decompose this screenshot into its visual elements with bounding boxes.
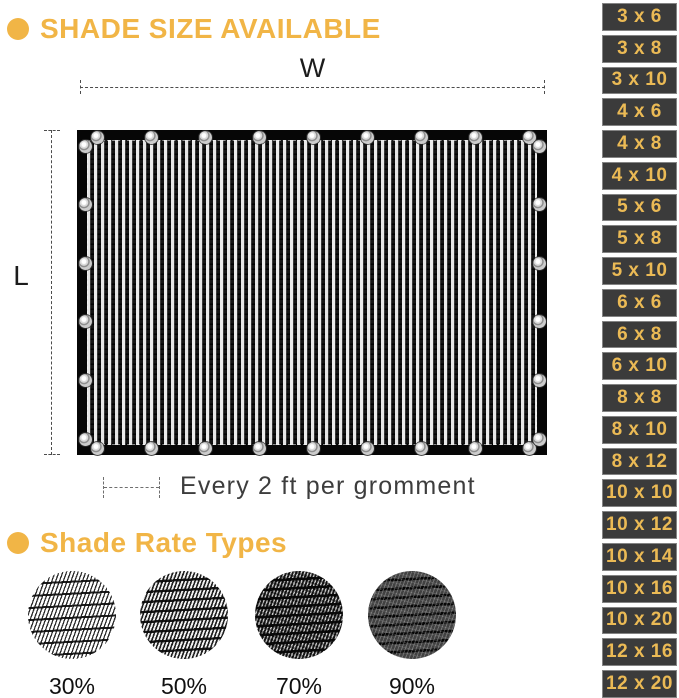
size-option: 8 x 12 xyxy=(602,448,677,476)
mesh-sample-icon xyxy=(28,571,116,659)
grommet-icon xyxy=(533,374,546,387)
grommet-icon xyxy=(91,442,104,455)
shade-rate-item xyxy=(140,571,228,698)
grommet-icon xyxy=(79,315,92,328)
size-option: 4 x 6 xyxy=(602,98,677,126)
shade-size-heading xyxy=(7,13,381,45)
width-dimension-line xyxy=(80,80,545,94)
grommet-icon xyxy=(533,198,546,211)
shade-rate-heading xyxy=(7,527,287,559)
grommet-icon xyxy=(145,131,158,144)
dashed-line xyxy=(104,487,159,488)
grommet-icon xyxy=(79,433,92,446)
length-dimension-label: L xyxy=(13,260,29,291)
shade-rate-percent: 50% xyxy=(160,673,208,698)
dashed-line xyxy=(80,87,545,88)
size-option: 10 x 14 xyxy=(602,543,677,571)
grommet-icon xyxy=(533,140,546,153)
shade-rate-title: Shade Rate Types xyxy=(40,527,288,558)
grommet-icon xyxy=(91,131,104,144)
size-option: 6 x 6 xyxy=(602,289,677,317)
length-dimension-line xyxy=(44,130,60,455)
shade-rate-percent: 30% xyxy=(48,673,96,698)
grommet-icon xyxy=(469,131,482,144)
bullet-icon xyxy=(7,18,29,40)
grommet-icon xyxy=(533,257,546,270)
size-option: 3 x 6 xyxy=(602,3,677,31)
grommet-icon xyxy=(533,433,546,446)
size-option: 12 x 20 xyxy=(602,670,677,698)
shade-rate-percent: 70% xyxy=(275,673,323,698)
size-option: 10 x 12 xyxy=(602,511,677,539)
mesh-fabric-texture xyxy=(87,140,537,445)
grommet-icon xyxy=(307,131,320,144)
grommet-icon xyxy=(79,140,92,153)
grommet-icon xyxy=(469,442,482,455)
size-option: 10 x 10 xyxy=(602,479,677,507)
grommet-icon xyxy=(415,131,428,144)
size-option: 5 x 6 xyxy=(602,194,677,222)
size-option: 3 x 8 xyxy=(602,35,677,63)
shade-rate-item xyxy=(255,571,343,698)
shade-mesh-diagram xyxy=(77,130,547,455)
dashed-line xyxy=(51,130,52,455)
size-option: 4 x 10 xyxy=(602,162,677,190)
width-dimension-label: W xyxy=(299,53,326,83)
size-option: 5 x 10 xyxy=(602,257,677,285)
shade-rate-item xyxy=(368,571,456,698)
grommet-icon xyxy=(79,198,92,211)
grommet-icon xyxy=(533,315,546,328)
grommet-icon xyxy=(145,442,158,455)
size-option: 4 x 8 xyxy=(602,130,677,158)
grommet-note: Every 2 ft per gromment xyxy=(180,472,476,500)
size-option: 8 x 8 xyxy=(602,384,677,412)
size-option: 5 x 8 xyxy=(602,225,677,253)
mesh-sample-icon xyxy=(140,571,228,659)
grommet-icon xyxy=(307,442,320,455)
grommet-icon xyxy=(253,442,266,455)
size-option: 10 x 20 xyxy=(602,607,677,635)
shade-size-title: SHADE SIZE AVAILABLE xyxy=(40,13,381,44)
bullet-icon xyxy=(7,532,29,554)
size-option: 3 x 10 xyxy=(602,67,677,95)
shade-rate-percent: 90% xyxy=(388,673,436,698)
size-option: 6 x 10 xyxy=(602,352,677,380)
size-option: 8 x 10 xyxy=(602,416,677,444)
grommet-spacing-bracket xyxy=(103,477,160,498)
size-option-list xyxy=(602,3,677,698)
grommet-icon xyxy=(79,374,92,387)
grommet-icon xyxy=(253,131,266,144)
grommet-icon xyxy=(361,131,374,144)
grommet-icon xyxy=(415,442,428,455)
grommet-icon xyxy=(361,442,374,455)
shade-rate-item xyxy=(28,571,116,698)
size-option: 12 x 16 xyxy=(602,638,677,666)
grommet-icon xyxy=(79,257,92,270)
size-option: 6 x 8 xyxy=(602,321,677,349)
grommet-icon xyxy=(199,442,212,455)
mesh-sample-icon xyxy=(255,571,343,659)
mesh-sample-icon xyxy=(368,571,456,659)
size-option: 10 x 16 xyxy=(602,575,677,603)
grommet-icon xyxy=(199,131,212,144)
